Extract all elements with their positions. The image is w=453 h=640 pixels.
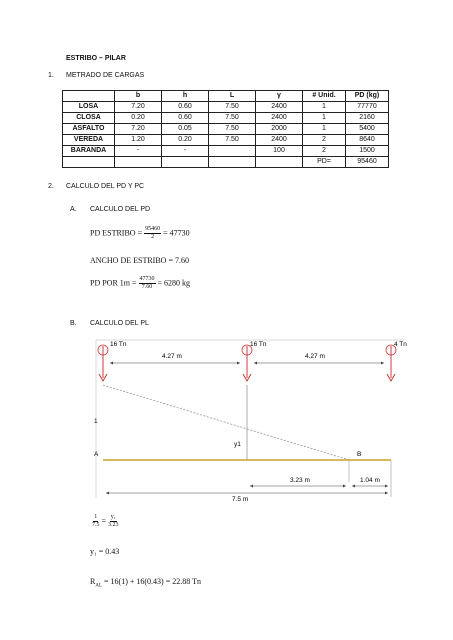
section-2-number: 2. (48, 183, 54, 190)
table-cell: 8640 (346, 135, 389, 146)
row-label: VEREDA (63, 135, 115, 146)
eq-fraction-left (92, 514, 100, 529)
eq-fraction-right (108, 514, 119, 529)
table-cell: 7.20 (115, 102, 162, 113)
table-cell: 2 (303, 135, 346, 146)
table-cell: 2 (303, 146, 346, 157)
table-cell: 0.60 (162, 113, 209, 124)
section-1-number: 1. (48, 72, 54, 79)
row-label: CLOSA (63, 113, 115, 124)
load-arrow-mid (242, 345, 252, 381)
load-arrow-right (386, 345, 396, 381)
load-label-mid: 16 Tn (250, 341, 267, 348)
eq-denominator: 2 (151, 234, 155, 240)
table-cell: 7.50 (209, 113, 256, 124)
equation-ral (90, 577, 201, 589)
equation-ancho-estribo: ANCHO DE ESTRIBO = 7.60 (90, 256, 189, 265)
subsection-b-letter: B. (70, 320, 77, 327)
subsection-a-label: CALCULO DEL PD (90, 206, 151, 213)
row-label: LOSA (63, 102, 115, 113)
table-cell: 1 (303, 124, 346, 135)
table-cell: 7.50 (209, 102, 256, 113)
eq-ral-subscript: AL (95, 583, 103, 589)
header-cell: PD (kg) (346, 91, 389, 102)
section-1-label: METRADO DE CARGAS (66, 72, 145, 79)
equation-proportion (90, 514, 121, 529)
table-cell: 100 (256, 146, 303, 157)
eq-ral-rest: = 16(1) + 16(0.43) = 22.88 Tn (102, 577, 201, 586)
total-label: PD= (303, 157, 346, 168)
table-cell: 2160 (346, 113, 389, 124)
eq-equals: = (101, 516, 107, 526)
section-2-label: CALCULO DEL PD Y PC (66, 183, 145, 190)
eq-rhs: = 6280 kg (157, 278, 191, 288)
table-cell: 1500 (346, 146, 389, 157)
point-a-label: A (94, 451, 99, 458)
influence-line (103, 385, 349, 460)
table-cell: 1 (303, 102, 346, 113)
dim-mid-label: 3.23 m (290, 477, 310, 484)
load-label-right: 4 Tn (394, 341, 407, 348)
table-cell: - (162, 146, 209, 157)
eq-rhs: = 47730 (163, 228, 190, 238)
eq-ral-symbol: R (90, 577, 96, 586)
eq-lhs: PD ESTRIBO = (90, 228, 143, 238)
ordinate-one-label: 1 (94, 418, 98, 425)
row-label: ASFALTO (63, 124, 115, 135)
table-cell: 2400 (256, 113, 303, 124)
table-cell: 7.50 (209, 124, 256, 135)
eq-denominator: 3.23 (108, 522, 119, 528)
table-cell: 7.50 (209, 135, 256, 146)
table-cell: 1.20 (115, 135, 162, 146)
table-cell: 1 (303, 113, 346, 124)
header-cell: L (209, 91, 256, 102)
header-cell: γ (256, 91, 303, 102)
table-cell: 2000 (256, 124, 303, 135)
load-label-left: 16 Tn (110, 341, 127, 348)
eq-numerator: 1 (94, 514, 98, 520)
table-cell: 0.05 (162, 124, 209, 135)
table-cell: - (115, 146, 162, 157)
document-title: ESTRIBO – PILAR (66, 55, 126, 62)
eq-numerator: 95460 (145, 226, 161, 232)
row-label: BARANDA (63, 146, 115, 157)
eq-lhs: PD POR 1m = (90, 278, 137, 288)
dim-total-label: 7.5 m (232, 496, 249, 503)
span-label-right: 4.27 m (305, 353, 325, 360)
eq-numerator: y₁ (110, 514, 116, 520)
load-arrow-left (98, 345, 108, 381)
total-value: 95460 (346, 157, 389, 168)
table-cell: 2400 (256, 102, 303, 113)
eq-numerator: 47730 (139, 276, 155, 282)
subsection-b-label: CALCULO DEL PL (90, 320, 149, 327)
dim-right-label: 1.04 m (360, 477, 380, 484)
table-cell: 0.20 (162, 135, 209, 146)
header-cell: # Unid. (303, 91, 346, 102)
table-cell: 0.20 (115, 113, 162, 124)
table-cell: 5400 (346, 124, 389, 135)
eq-denominator: 7.5 (92, 522, 100, 528)
equation-y1: y₁ = 0.43 (90, 547, 120, 556)
table-cell: 77770 (346, 102, 389, 113)
point-b-label: B (357, 451, 362, 458)
span-label-left: 4.27 m (162, 353, 182, 360)
eq-denominator: 7.60 (141, 284, 153, 290)
ordinate-y1-label: y1 (234, 441, 241, 448)
header-cell: h (162, 91, 209, 102)
table-cell: 2400 (256, 135, 303, 146)
table-cell: 0.60 (162, 102, 209, 113)
subsection-a-letter: A. (70, 206, 77, 213)
table-cell: 7.20 (115, 124, 162, 135)
header-cell: b (115, 91, 162, 102)
